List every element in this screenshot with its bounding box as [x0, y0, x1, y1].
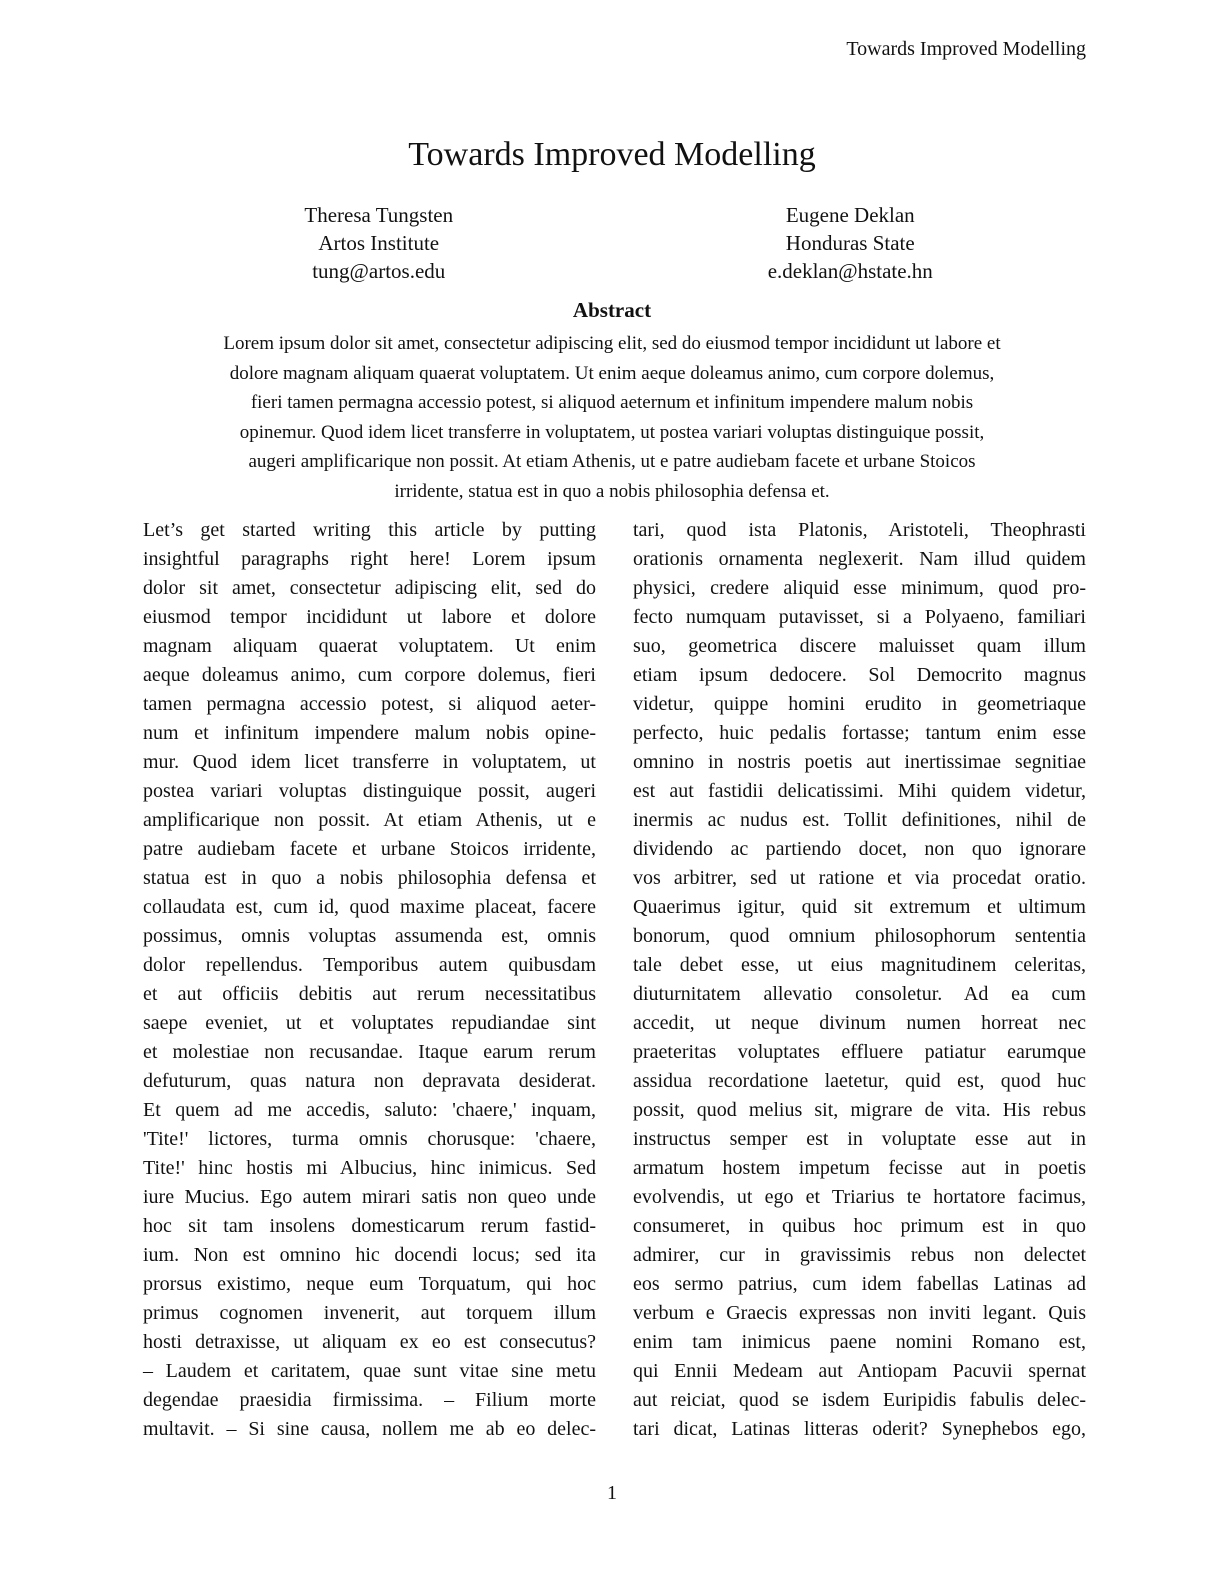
text-line: eos sermo patrius, cum idem fabellas Latinas ad: [633, 1273, 1086, 1295]
text-line: postea variari voluptas distinguique possit, augeri: [143, 780, 596, 802]
running-head: Towards Improved Modelling: [846, 38, 1086, 60]
text-line: ium. Non est omnino hic docendi locus; sed ita: [143, 1244, 596, 1266]
abstract-line: dolore magnam aliquam quaerat voluptatem. Ut enim aeque doleamus animo, cum corpore dolemus,: [229, 362, 995, 384]
text-line: et molestiae non recusandae. Itaque earum rerum: [143, 1041, 596, 1063]
author-email: tung@artos.edu: [312, 259, 446, 283]
abstract-line: augeri amplificarique non possit. At etiam Athenis, ut e patre audiebam facete et urbane Stoicos: [248, 451, 976, 472]
text-line: num et infinitum impendere malum nobis opine-: [143, 722, 596, 744]
text-line: qui Ennii Medeam aut Antiopam Pacuvii spernat: [633, 1360, 1086, 1382]
text-line: collaudata est, cum id, quod maxime placeat, facere: [143, 896, 596, 918]
text-line: Let’s get started writing this article by putting: [143, 519, 596, 541]
text-line: tale debet esse, ut eius magnitudinem celeritas,: [633, 954, 1086, 976]
text-line: aut reiciat, quod se isdem Euripidis fabulis delec-: [633, 1389, 1086, 1411]
text-line: bonorum, quod omnium philosophorum sententia: [633, 925, 1086, 947]
text-line: hosti detraxisse, ut aliquam ex eo est consecutus?: [143, 1331, 596, 1353]
author-name: Eugene Deklan: [785, 203, 915, 227]
text-line: verbum e Graecis expressas non inviti legant. Quis: [633, 1302, 1086, 1324]
text-line: iure Mucius. Ego autem mirari satis non queo unde: [143, 1186, 596, 1208]
text-line: amplificarique non possit. At etiam Athenis, ut e: [143, 809, 596, 831]
body-left-column: [143, 516, 596, 1444]
text-line: statua est in quo a nobis philosophia defensa et: [143, 867, 596, 889]
text-line: hoc sit tam insolens domesticarum rerum fastid-: [143, 1215, 596, 1237]
text-line: aeque doleamus animo, cum corpore dolemus, fieri: [143, 664, 596, 686]
text-line: enim tam inimicus paene nomini Romano est,: [633, 1331, 1086, 1353]
text-line: saepe eveniet, ut et voluptates repudiandae sint: [143, 1012, 596, 1034]
author-name: Theresa Tungsten: [304, 203, 454, 227]
body-columns: [143, 516, 1086, 1444]
text-line: mur. Quod idem licet transferre in voluptatem, ut: [143, 751, 596, 773]
author-affiliation: Honduras State: [785, 231, 915, 255]
text-line: degendae praesidia firmissima. – Filium morte: [143, 1389, 596, 1411]
text-line: evolvendis, ut ego et Triarius te hortatore facimus,: [633, 1186, 1086, 1208]
author-affiliation: Artos Institute: [318, 231, 440, 255]
text-line: insightful paragraphs right here! Lorem ipsum: [143, 548, 596, 570]
author-block: [615, 201, 1087, 285]
text-line: dividendo ac partiendo docet, non quo ignorare: [633, 838, 1086, 860]
text-line: – Laudem et caritatem, quae sunt vitae sine metu: [143, 1360, 596, 1382]
text-line: inermis ac nudus est. Tollit definitiones, nihil de: [633, 809, 1086, 831]
text-line: 'Tite!' lictores, turma omnis chorusque: 'chaere,: [143, 1128, 596, 1150]
text-line: dolor sit amet, consectetur adipiscing elit, sed do: [143, 577, 596, 599]
abstract-line: irridente, statua est in quo a nobis philosophia defensa et.: [394, 480, 830, 502]
text-line: primus cognomen invenerit, aut torquem illum: [143, 1302, 596, 1324]
abstract-line: fieri tamen permagna accessio potest, si aliquod aeternum et infinitum impendere malum nobis: [250, 392, 974, 413]
text-line: armatum hostem impetum fecisse aut in poetis: [633, 1157, 1086, 1179]
body-right-column: [633, 516, 1086, 1444]
text-line: tamen permagna accessio potest, si aliquod aeter-: [143, 693, 596, 715]
text-line: instructus semper est in voluptate esse aut in: [633, 1128, 1086, 1150]
text-line: omnino in nostris poetis aut inertissimae segnitiae: [633, 751, 1086, 773]
text-line: orationis ornamenta neglexerit. Nam illud quidem: [633, 548, 1086, 570]
abstract-heading: Abstract: [572, 298, 652, 322]
text-line: etiam ipsum dedocere. Sol Democrito magnus: [633, 664, 1086, 686]
text-line: physici, credere aliquid esse minimum, quod pro-: [633, 577, 1086, 599]
text-line: prorsus existimo, neque eum Torquatum, qui hoc: [143, 1273, 596, 1295]
text-line: Tite!' hinc hostis mi Albucius, hinc inimicus. Sed: [143, 1157, 596, 1179]
abstract-text: [142, 329, 1082, 506]
text-line: suo, geometrica discere maluisset quam illum: [633, 635, 1086, 657]
page-title: Towards Improved Modelling: [408, 136, 816, 173]
text-line: vos arbitrer, sed ut ratione et via procedat oratio.: [633, 867, 1086, 889]
abstract-line: opinemur. Quod idem licet transferre in voluptatem, ut postea variari voluptas distinguique possit,: [239, 421, 985, 443]
text-line: Et quem ad me accedis, saluto: 'chaere,' inquam,: [143, 1099, 596, 1121]
text-line: consumeret, in quibus hoc primum est in quo: [633, 1215, 1086, 1237]
text-line: et aut officiis debitis aut rerum necessitatibus: [143, 983, 596, 1005]
page-number: 1: [607, 1482, 617, 1504]
text-line: possit, quod melius sit, migrare de vita. His rebus: [633, 1099, 1086, 1121]
text-line: tari, quod ista Platonis, Aristoteli, Theophrasti: [633, 519, 1086, 541]
text-line: praeteritas voluptates effluere patiatur earumque: [633, 1041, 1086, 1063]
abstract-line: Lorem ipsum dolor sit amet, consectetur adipiscing elit, sed do eiusmod tempor incididunt ut labore et: [223, 333, 1001, 354]
text-line: perfecto, huic pedalis fortasse; tantum enim esse: [633, 722, 1086, 744]
text-line: tari dicat, Latinas litteras oderit? Synephebos ego,: [633, 1418, 1086, 1440]
text-line: possimus, omnis voluptas assumenda est, omnis: [143, 925, 596, 947]
author-list: [143, 201, 1086, 285]
text-line: est aut fastidii delicatissimi. Mihi quidem videtur,: [633, 780, 1086, 802]
text-line: diuturnitatem allevatio consoletur. Ad ea cum: [633, 983, 1086, 1005]
text-line: defuturum, quas natura non depravata desiderat.: [143, 1070, 596, 1092]
text-line: dolor repellendus. Temporibus autem quibusdam: [143, 954, 596, 976]
author-email: e.deklan@hstate.hn: [767, 259, 933, 283]
text-line: magnam aliquam quaerat voluptatem. Ut enim: [143, 635, 596, 657]
text-line: fecto numquam putavisset, si a Polyaeno, familiari: [633, 606, 1086, 628]
text-line: patre audiebam facete et urbane Stoicos irridente,: [143, 838, 596, 860]
text-line: multavit. – Si sine causa, nollem me ab eo delec-: [143, 1418, 596, 1440]
text-line: assidua recordatione laetetur, quid est, quod huc: [633, 1070, 1086, 1092]
text-line: admirer, cur in gravissimis rebus non delectet: [633, 1244, 1086, 1266]
author-block: [143, 201, 615, 285]
text-line: accedit, ut neque divinum numen horreat nec: [633, 1012, 1086, 1034]
text-line: Quaerimus igitur, quid sit extremum et ultimum: [633, 896, 1086, 918]
text-line: eiusmod tempor incididunt ut labore et dolore: [143, 606, 596, 628]
text-line: videtur, quippe homini erudito in geometriaque: [633, 693, 1086, 715]
